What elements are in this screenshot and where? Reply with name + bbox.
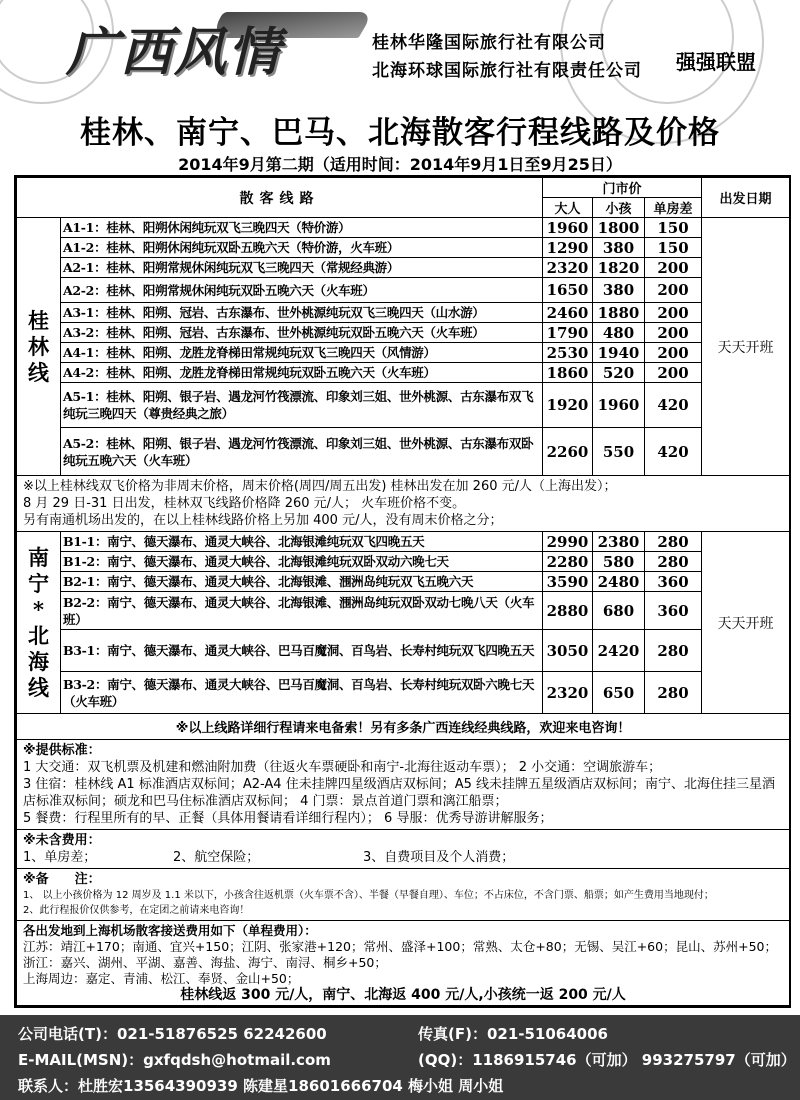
excluded-item: 1、单房差； (23, 850, 97, 865)
alliance-label: 强强联盟 (676, 50, 756, 74)
transfer-section (17, 921, 790, 1006)
adult-header: 大人 (543, 198, 593, 218)
agency-name-2: 北海环球国际旅行社有限责任公司 (372, 61, 642, 81)
brand-logo: 广西风情 (66, 22, 283, 83)
refund-line: 桂林线返 300 元/人，南宁、北海返 400 元/人,小孩统一返 200 元/人 (180, 987, 626, 1003)
adult-price: 2280 (543, 552, 593, 572)
contact-footer (0, 1015, 800, 1100)
single-room-price: 420 (645, 428, 702, 476)
adult-price: 1790 (543, 323, 593, 343)
single-room-header: 单房差 (645, 198, 702, 218)
route-name: A5-1：桂林、阳朔、银子岩、遇龙河竹筏漂流、印象刘三姐、世外桃源、古东瀑布双飞纯玩三晚四天（尊贵经典之旅） (61, 383, 543, 428)
table-row (17, 428, 790, 476)
adult-price: 1960 (543, 218, 593, 238)
remarks-section (17, 869, 790, 921)
single-room-price: 280 (645, 630, 702, 672)
note-line: ※以上桂林线双飞价格为非周末价格，周末价格(周四/周五出发) 桂林出发在加 260 元/人（上海出发）； (23, 479, 617, 494)
standards-line: 5 餐费：行程里所有的早、正餐（具体用餐请看详细行程内）； 6 导服：优秀导游讲解服务； (23, 811, 553, 826)
table-row (17, 238, 790, 258)
route-name: B1-2：南宁、德天瀑布、通灵大峡谷、北海银滩纯玩双卧双动六晚七天 (61, 552, 543, 572)
child-price: 1960 (593, 383, 645, 428)
table-row (17, 343, 790, 363)
agency-name-1: 桂林华隆国际旅行社有限公司 (372, 33, 606, 53)
route-name: B3-2：南宁、德天瀑布、通灵大峡谷、巴马百魔洞、百鸟岩、长寿村纯玩双卧六晚七天（火车班） (61, 672, 543, 714)
single-room-price: 150 (645, 218, 702, 238)
nanning-note: ※以上线路详细行程请来电备索！另有多条广西连线经典线路，欢迎来电咨询！ (17, 714, 790, 740)
child-price: 380 (593, 238, 645, 258)
note-line: 8 月 29 日-31 日出发，桂林双飞线路价格降 260 元/人； 火车班价格不变。 (23, 496, 466, 511)
transfer-line: 浙江：嘉兴、湖州、平湖、嘉善、海盐、海宁、南浔、桐乡+50； (23, 955, 387, 970)
child-price: 1800 (593, 218, 645, 238)
guilin-notes-row (17, 476, 790, 532)
region-nanning-beihai: 南宁*北海线 (17, 532, 61, 714)
excluded-item: 2、航空保险； (173, 850, 260, 865)
adult-price: 3590 (543, 572, 593, 592)
child-price: 1880 (593, 303, 645, 323)
transfer-line: 上海周边：嘉定、青浦、松江、奉贤、金山+50； (23, 971, 300, 986)
company-fax: 传真(F)：021-51064006 (418, 1025, 608, 1043)
child-price: 680 (593, 592, 645, 630)
excluded-item: 3、自费项目及个人消费； (363, 850, 515, 865)
single-room-price: 200 (645, 363, 702, 383)
child-price: 380 (593, 278, 645, 303)
standards-title: ※提供标准： (23, 743, 101, 758)
standards-section (17, 740, 790, 830)
route-name: A3-2：桂林、阳朔、冠岩、古东瀑布、世外桃源纯玩双卧五晚六天（火车班） (61, 323, 543, 343)
route-name: A5-2：桂林、阳朔、银子岩、遇龙河竹筏漂流、印象刘三姐、世外桃源、古东瀑布双卧纯玩五晚六天（火车班） (61, 428, 543, 476)
route-name: A1-2：桂林、阳朔休闲纯玩双卧五晚六天（特价游，火车班） (61, 238, 543, 258)
single-room-price: 200 (645, 323, 702, 343)
adult-price: 2260 (543, 428, 593, 476)
single-room-price: 280 (645, 552, 702, 572)
single-room-price: 200 (645, 258, 702, 278)
adult-price: 2460 (543, 303, 593, 323)
table-row (17, 672, 790, 714)
adult-price: 2320 (543, 672, 593, 714)
adult-price: 2320 (543, 258, 593, 278)
remarks-title: ※备 注： (23, 872, 101, 887)
child-price: 550 (593, 428, 645, 476)
itinerary-price-table (14, 175, 791, 1008)
route-name: A2-2：桂林、阳朔常规休闲纯玩双卧五晚六天（火车班） (61, 278, 543, 303)
child-price: 2480 (593, 572, 645, 592)
child-price: 2380 (593, 532, 645, 552)
adult-price: 1920 (543, 383, 593, 428)
single-room-price: 280 (645, 532, 702, 552)
departure-nanning: 天天开班 (702, 532, 790, 714)
adult-price: 1290 (543, 238, 593, 258)
single-room-price: 420 (645, 383, 702, 428)
child-price: 2420 (593, 630, 645, 672)
company-qq: (QQ)：1186915746（可加） 993275797（可加） (418, 1051, 796, 1069)
single-room-price: 360 (645, 592, 702, 630)
departure-header: 出发日期 (702, 178, 790, 218)
single-room-price: 280 (645, 672, 702, 714)
table-row (17, 592, 790, 630)
company-phone: 公司电话(T)：021-51876525 62242600 (18, 1025, 327, 1043)
departure-guilin: 天天开班 (702, 218, 790, 476)
single-room-price: 200 (645, 278, 702, 303)
child-header: 小孩 (593, 198, 645, 218)
table-row (17, 552, 790, 572)
route-name: A4-1：桂林、阳朔、龙胜龙脊梯田常规纯玩双飞三晚四天（风情游） (61, 343, 543, 363)
single-room-price: 200 (645, 303, 702, 323)
table-row (17, 323, 790, 343)
transfer-line: 江苏：靖江+170；南通、宜兴+150；江阴、张家港+120；常州、盛泽+100；常熟、太仓+80；无锡、吴江+60；昆山、苏州+50； (23, 939, 777, 954)
route-name: B1-1：南宁、德天瀑布、通灵大峡谷、北海银滩纯玩双飞四晚五天 (61, 532, 543, 552)
route-name: A3-1：桂林、阳朔、冠岩、古东瀑布、世外桃源纯玩双飞三晚四天（山水游） (61, 303, 543, 323)
table-row (17, 572, 790, 592)
single-room-price: 200 (645, 343, 702, 363)
child-price: 480 (593, 323, 645, 343)
ticket-price-header: 门市价 (543, 178, 702, 198)
adult-price: 2530 (543, 343, 593, 363)
table-row (17, 218, 790, 238)
table-row (17, 278, 790, 303)
table-row (17, 303, 790, 323)
adult-price: 3050 (543, 630, 593, 672)
single-room-price: 150 (645, 238, 702, 258)
adult-price: 2880 (543, 592, 593, 630)
adult-price: 1860 (543, 363, 593, 383)
page-title: 桂林、南宁、巴马、北海散客行程线路及价格 (80, 115, 720, 151)
standards-line: 1 大交通：双飞机票及机建和燃油附加费（往返火车票硬卧和南宁-北海往返动车票）； 2 小交通：空调旅游车； (23, 760, 662, 775)
child-price: 1940 (593, 343, 645, 363)
route-name: A4-2：桂林、阳朔、龙胜龙脊梯田常规纯玩双卧五晚六天（火车班） (61, 363, 543, 383)
table-row (17, 630, 790, 672)
route-name: A1-1：桂林、阳朔休闲纯玩双飞三晚四天（特价游） (61, 218, 543, 238)
adult-price: 1650 (543, 278, 593, 303)
route-name: B3-1：南宁、德天瀑布、通灵大峡谷、巴马百魔洞、百鸟岩、长寿村纯玩双飞四晚五天 (61, 630, 543, 672)
route-name: B2-2：南宁、德天瀑布、通灵大峡谷、北海银滩、涠洲岛纯玩双卧双动七晚八天（火车班） (61, 592, 543, 630)
child-price: 1820 (593, 258, 645, 278)
route-name: A2-1：桂林、阳朔常规休闲纯玩双飞三晚四天（常规经典游） (61, 258, 543, 278)
transfer-title: 各出发地到上海机场散客接送费用如下（单程费用）： (23, 923, 317, 938)
table-row (17, 532, 790, 552)
note-line: 另有南通机场出发的，在以上桂林线路价格上另加 400 元/人，没有周末价格之分； (23, 513, 503, 528)
remarks-line: 2、此行程报价仅供参考，在定团之前请来电咨询！ (23, 905, 250, 916)
single-room-price: 360 (645, 572, 702, 592)
adult-price: 2990 (543, 532, 593, 552)
table-row (17, 383, 790, 428)
route-name: B2-1：南宁、德天瀑布、通灵大峡谷、北海银滩、涠洲岛纯玩双飞五晚六天 (61, 572, 543, 592)
contact-persons: 联系人：杜胜宏13564390939 陈建星18601666704 梅小姐 周小姐 (18, 1077, 504, 1095)
remarks-line: 1、 以上小孩价格为 12 周岁及 1.1 米以下，小孩含往返机票（火车票不含）、半餐（早餐自理）、车位；不占床位，不含门票、船票；如产生费用当地现付； (23, 890, 714, 901)
table-row (17, 258, 790, 278)
company-email: E-MAIL(MSN)：gxfqdsh@hotmail.com (18, 1051, 331, 1069)
page-subtitle: 2014年9月第二期（适用时间：2014年9月1日至9月25日） (178, 155, 622, 174)
excluded-title: ※未含费用： (23, 833, 101, 848)
standards-line: 3 住宿：桂林线 A1 标准酒店双标间；A2-A4 住未挂牌四星级酒店双标间；A5 线未挂牌五星级酒店双标间；南宁、北海住挂三星酒店标准双标间；硕龙和巴马住标准酒店双标间； 4 门票：景点首道门票和漓江船票； (23, 777, 775, 809)
route-header: 散客线路 (17, 178, 543, 218)
table-row (17, 363, 790, 383)
region-guilin: 桂林线 (17, 218, 61, 476)
child-price: 520 (593, 363, 645, 383)
child-price: 580 (593, 552, 645, 572)
child-price: 650 (593, 672, 645, 714)
excluded-section (17, 830, 790, 869)
